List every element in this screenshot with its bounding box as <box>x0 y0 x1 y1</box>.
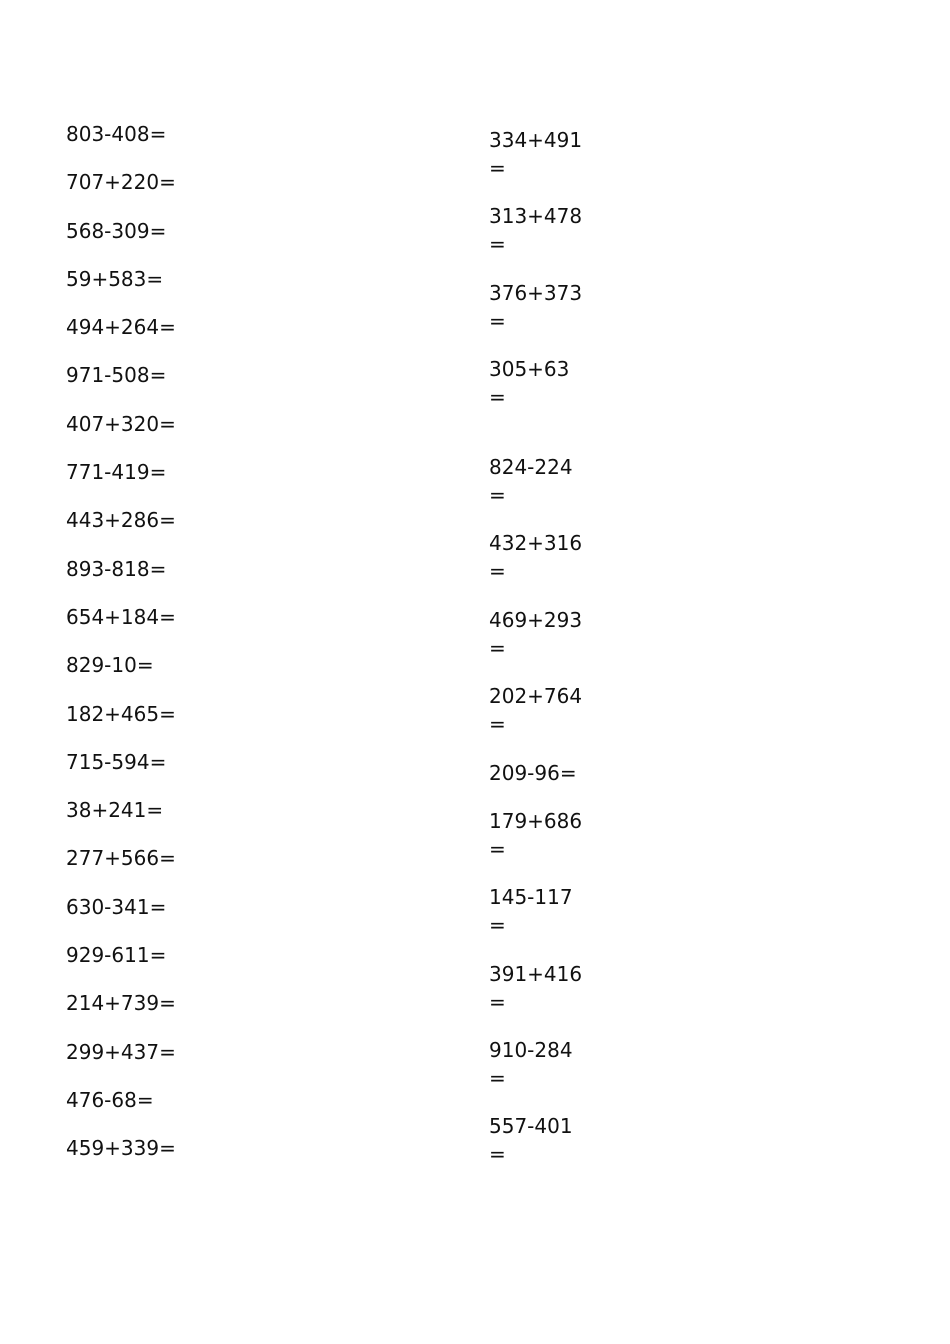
math-problem: 209-96= <box>489 760 577 785</box>
math-problem: 214+739= <box>66 991 176 1016</box>
math-problem: 630-341= <box>66 894 167 919</box>
math-problem: 707+220= <box>66 170 176 195</box>
math-problem: 893-818= <box>66 556 167 581</box>
math-problem: 469+293= <box>489 607 583 660</box>
math-problem: 803-408= <box>66 122 167 146</box>
math-problem: 494+264= <box>66 315 176 340</box>
math-problem: 771-419= <box>66 460 167 485</box>
math-problem: 459+339= <box>66 1136 176 1161</box>
math-problem: 145-117= <box>489 885 573 938</box>
math-problem: 824-224= <box>489 454 573 507</box>
math-problem: 557-401= <box>489 1114 573 1167</box>
math-problem: 407+320= <box>66 411 176 436</box>
math-problem: 568-309= <box>66 218 167 243</box>
math-problem: 179+686= <box>489 808 583 861</box>
math-problem: 929-611= <box>66 943 167 968</box>
blank-gap <box>489 403 609 453</box>
left-problem-column <box>66 121 366 1184</box>
math-problem: 476-68= <box>66 1087 154 1112</box>
math-problem: 971-508= <box>66 363 167 388</box>
math-problem: 829-10= <box>66 653 154 678</box>
math-problem: 182+465= <box>66 701 176 726</box>
math-problem: 376+373= <box>489 280 583 333</box>
math-problem: 202+764= <box>489 684 583 737</box>
math-problem: 305+63= <box>489 357 570 410</box>
math-problem: 313+478= <box>489 204 583 257</box>
math-problem: 443+286= <box>66 508 176 533</box>
math-problem: 715-594= <box>66 749 167 774</box>
math-problem: 432+316= <box>489 531 583 584</box>
math-problem: 38+241= <box>66 798 164 823</box>
math-problem: 299+437= <box>66 1039 176 1064</box>
math-problem: 277+566= <box>66 846 176 871</box>
math-problem: 334+491= <box>489 128 583 180</box>
math-problem: 59+583= <box>66 266 164 291</box>
math-problem: 391+416= <box>489 961 583 1014</box>
right-problem-column <box>489 126 609 1189</box>
math-problem: 910-284= <box>489 1038 573 1090</box>
math-problem: 654+184= <box>66 604 176 629</box>
